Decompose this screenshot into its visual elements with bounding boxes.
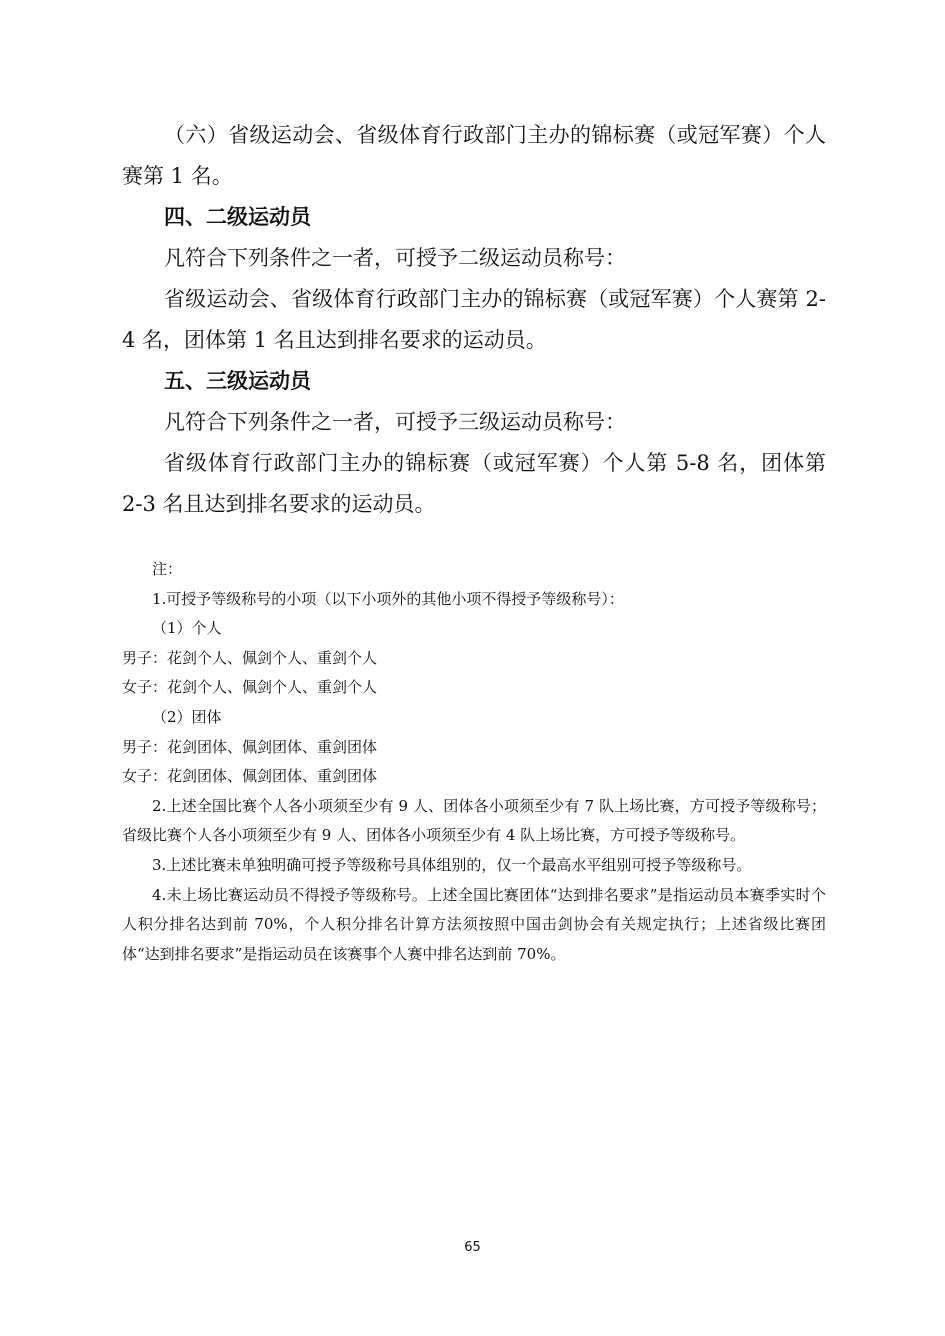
note-3: 3.上述比赛未单独明确可授予等级称号具体组别的，仅一个最高水平组别可授予等级称号。 [152,855,752,874]
note-4: 4.未上场比赛运动员不得授予等级称号。上述全国比赛团体“达到排名要求”是指运动员本赛季实时个人积分排名达到前 70%，个人积分排名计算方法须按照中国击剑协会有关规定执行；上述省级比赛团体“达到排名要求”是指运动员在该赛事个人赛中排名达到前 70%。 [122,885,826,963]
note-1: 1.可授予等级称号的小项（以下小项外的其他小项不得授予等级称号）： [152,589,624,608]
paragraph-third-level-criteria: 省级体育行政部门主办的锦标赛（或冠军赛）个人第 5-8 名，团体第 2-3 名且达到排名要求的运动员。 [122,451,826,516]
notes-title: 注： [152,560,183,578]
paragraph-second-level-intro: 凡符合下列条件之一者，可授予二级运动员称号： [164,246,626,270]
note-1-individual-men: 男子：花剑个人、佩剑个人、重剑个人 [122,648,378,667]
note-1-individual-heading: （1）个人 [152,619,222,638]
paragraph-provincial-first: （六）省级运动会、省级体育行政部门主办的锦标赛（或冠军赛）个人赛第 1 名。 [122,123,826,188]
heading-second-level-athlete: 四、二级运动员 [164,205,311,229]
note-1-team-heading: （2）团体 [152,707,222,726]
note-1-team-men: 男子：花剑团体、佩剑团体、重剑团体 [122,737,378,756]
main-body [122,115,826,525]
paragraph-third-level-intro: 凡符合下列条件之一者，可授予三级运动员称号： [164,410,626,434]
note-1-team-women: 女子：花剑团体、佩剑团体、重剑团体 [122,767,378,786]
paragraph-second-level-criteria: 省级运动会、省级体育行政部门主办的锦标赛（或冠军赛）个人赛第 2-4 名，团体第 1 名且达到排名要求的运动员。 [122,287,826,352]
page-number: 65 [464,1240,481,1255]
notes-section [122,555,826,969]
note-2: 2.上述全国比赛个人各小项须至少有 9 人、团体各小项须至少有 7 队上场比赛，方可授予等级称号；省级比赛个人各小项须至少有 9 人、团体各小项须至少有 4 队上场比赛，方可授予等级称号。 [122,796,826,845]
heading-third-level-athlete: 五、三级运动员 [164,369,311,393]
note-1-individual-women: 女子：花剑个人、佩剑个人、重剑个人 [122,678,378,697]
